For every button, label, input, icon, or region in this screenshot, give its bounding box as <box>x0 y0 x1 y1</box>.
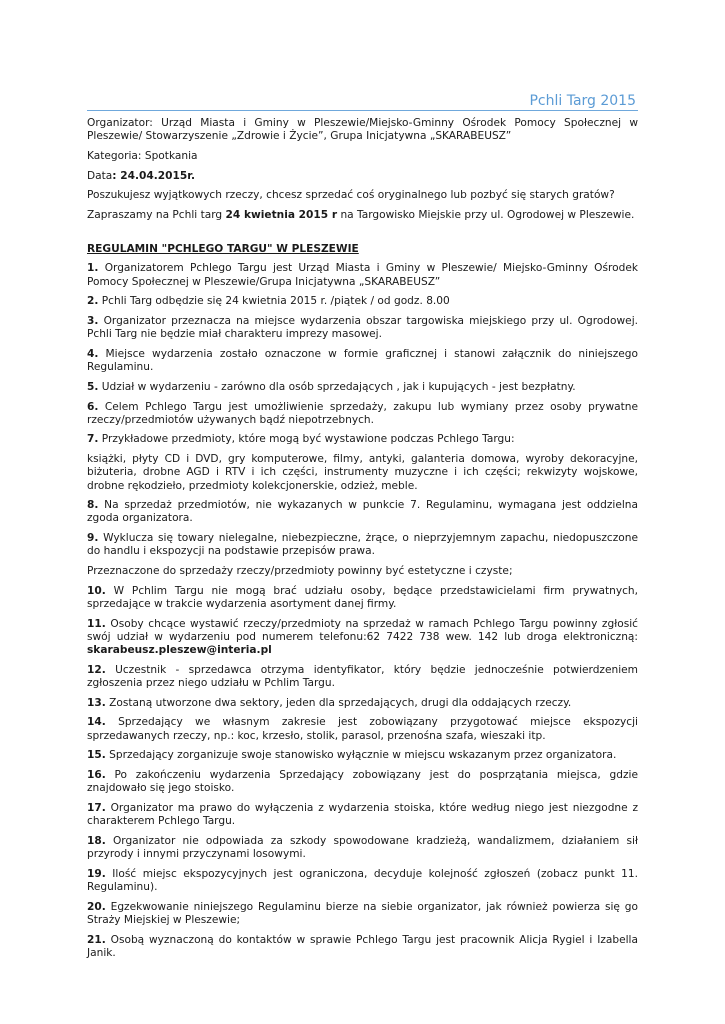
rule-text: Zostaną utworzone dwa sektory, jeden dla sprzedających, drugi dla oddających rzeczy. <box>105 696 572 709</box>
rule-16 <box>87 769 638 795</box>
organizer-line: Organizator: Urząd Miasta i Gminy w Pleszewie/Miejsko-Gminny Ośrodek Pomocy Społecznej w Pleszewie/ Stowarzyszenie „Zdrowie i Życie”, Grupa Inicjatywna „SKARABEUSZ” <box>87 117 638 143</box>
category-line: Kategoria: Spotkania <box>87 149 198 162</box>
rule-number: 21. <box>87 933 106 946</box>
rule-text: Osoby chcące wystawić rzeczy/przedmioty na sprzedaż w ramach Pchlego Targu powinny zgłosić swój udział w wydarzeniu pod numerem telefonu:62 7422 738 wew. 142 lub droga elektroniczną: <box>87 617 638 643</box>
rule-text: Miejsce wydarzenia zostało oznaczone w formie graficznej i stanowi załącznik do niniejszego Regulaminu. <box>87 347 638 374</box>
rule-number: 8. <box>87 499 99 512</box>
rule-text: Sprzedający we własnym zakresie jest zobowiązany przygotować miejsce ekspozycji sprzedawanych rzeczy, np.: koc, krzesło, stolik, parasol, przenośna szafa, wieszaki itp. <box>87 716 638 742</box>
rule-text: Sprzedający zorganizuje swoje stanowisko wyłącznie w miejscu wskazanym przez organizatora. <box>105 749 617 762</box>
date-line <box>87 170 638 183</box>
rule-7 <box>87 433 638 446</box>
rule-10 <box>87 585 638 611</box>
rule-text: Organizator nie odpowiada za szkody spowodowane kradzieżą, wandalizmem, działaniem sił przyrody i innymi przyczynami losowymi. <box>87 834 638 861</box>
rule-number: 15. <box>87 749 106 762</box>
rule-number: 4. <box>87 347 99 360</box>
rule-6 <box>87 401 638 427</box>
date-value: : 24.04.2015r. <box>112 169 195 182</box>
rule-9-note: Przeznaczone do sprzedaży rzeczy/przedmioty powinny być estetyczne i czyste; <box>87 565 513 578</box>
rule-20 <box>87 901 638 927</box>
rule-number: 18. <box>87 834 106 847</box>
rule-4 <box>87 348 638 374</box>
rule-text: Po zakończeniu wydarzenia Sprzedający zobowiązany jest do posprzątania miejsca, gdzie znajdowało się jego stoisko. <box>87 769 638 795</box>
rule-text: Udział w wydarzeniu - zarówno dla osób sprzedających , jak i kupujących - jest bezpłatny. <box>98 380 576 393</box>
rule-text: Egzekwowanie niniejszego Regulaminu bierze na siebie organizator, jak również powierza się go Straży Miejskiej w Pleszewie; <box>87 900 638 926</box>
date-label: Data <box>87 169 113 182</box>
header-title: Pchli Targ 2015 <box>529 93 636 109</box>
rule-number: 10. <box>87 584 106 597</box>
rule-number: 5. <box>87 380 99 393</box>
rule-text: Wyklucza się towary nielegalne, niebezpieczne, żrące, o nieprzyjemnym zapachu, niedopuszczone do handlu i ekspozycji na podstawie przepisów prawa. <box>87 532 638 558</box>
rule-number: 9. <box>87 532 99 545</box>
rule-text: Celem Pchlego Targu jest umożliwienie sprzedaży, zakupu lub wymiany przez osoby prywatne rzeczy/przedmiotów używanych bądź niepotrzebnych. <box>87 400 638 426</box>
rule-13 <box>87 697 638 710</box>
rule-number: 3. <box>87 315 99 328</box>
rule-text: Osobą wyznaczoną do kontaktów w sprawie Pchlego Targu jest pracownik Alicja Rygiel i Izabella Janik. <box>87 933 638 959</box>
rule-text: W Pchlim Targu nie mogą brać udziału osoby, będące przedstawicielami firm prywatnych, sprzedające w trakcie wydarzenia asortyment danej firmy. <box>87 584 638 610</box>
rule-text: Uczestnik - sprzedawca otrzyma identyfikator, który będzie jednocześnie potwierdzeniem zgłoszenia przez niego udziału w Pchlim Targu. <box>87 663 638 689</box>
rule-text: Organizatorem Pchlego Targu jest Urząd Miasta i Gminy w Pleszewie/ Miejsko-Gminny Ośrodek Pomocy Społecznej w Pleszewie/Grupa Inicjatywna „SKARABEUSZ” <box>87 262 638 288</box>
rule-text: Na sprzedaż przedmiotów, nie wykazanych w punkcie 7. Regulaminu, wymagana jest oddzielna zgoda organizatora. <box>87 499 638 525</box>
rule-8 <box>87 499 638 525</box>
rule-15 <box>87 749 638 762</box>
contact-email[interactable]: skarabeusz.pleszew@interia.pl <box>87 644 272 657</box>
header-rule <box>87 110 638 111</box>
rule-number: 20. <box>87 900 106 913</box>
rule-number: 14. <box>87 716 106 729</box>
rule-5 <box>87 381 638 394</box>
rule-text: Organizator ma prawo do wyłączenia z wydarzenia stoiska, które według niego jest niezgodne z charakterem Pchlego Targu. <box>87 801 638 828</box>
invite-text-c: na Targowisko Miejskie przy ul. Ogrodowej w Pleszewie. <box>337 209 635 222</box>
rule-21 <box>87 934 638 960</box>
rule-number: 6. <box>87 400 99 413</box>
rule-number: 7. <box>87 433 99 446</box>
rule-text: Przykładowe przedmioty, które mogą być wystawione podczas Pchlego Targu: <box>98 433 515 446</box>
rule-number: 19. <box>87 867 106 880</box>
invite-date: 24 kwietnia 2015 r <box>225 209 338 222</box>
rule-1 <box>87 262 638 288</box>
invite-text-a: Zapraszamy na Pchli targ <box>87 209 226 222</box>
rule-number: 2. <box>87 295 99 308</box>
invite-line <box>87 209 638 222</box>
rule-17 <box>87 802 638 828</box>
rule-2 <box>87 295 638 308</box>
document-page <box>87 0 638 959</box>
document-body <box>87 117 638 966</box>
rule-19 <box>87 868 638 894</box>
rule-7-list: książki, płyty CD i DVD, gry komputerowe, filmy, antyki, galanteria domowa, wyroby dekoracyjne, biżuteria, drobne AGD i RTV i ich części, instrumenty muzyczne i ich części; rekwizyty wojskowe, drobne rękodzieło, przedmioty kolekcjonerskie, odzież, meble. <box>87 453 638 492</box>
rule-12 <box>87 664 638 690</box>
question-line: Poszukujesz wyjątkowych rzeczy, chcesz sprzedać coś oryginalnego lub pozbyć się starych gratów? <box>87 189 615 202</box>
rule-text: Ilość miejsc ekspozycyjnych jest ograniczona, decyduje kolejność zgłoszeń (zobacz punkt 11. Regulaminu). <box>87 867 638 893</box>
page-header <box>87 0 638 110</box>
rule-number: 11. <box>87 617 106 630</box>
rules-title: REGULAMIN "PCHLEGO TARGU" W PLESZEWIE <box>87 243 359 256</box>
rule-18 <box>87 835 638 861</box>
rule-text: Pchli Targ odbędzie się 24 kwietnia 2015 r. /piątek / od godz. 8.00 <box>98 295 450 308</box>
rule-text: Organizator przeznacza na miejsce wydarzenia obszar targowiska miejskiego przy ul. Ogrodowej. Pchli Targ nie będzie miał charakteru imprezy masowej. <box>87 315 638 341</box>
rule-14 <box>87 716 638 742</box>
rule-number: 16. <box>87 769 106 782</box>
rule-3 <box>87 315 638 341</box>
rule-9 <box>87 532 638 558</box>
rule-number: 17. <box>87 801 106 814</box>
rule-number: 12. <box>87 663 106 676</box>
rule-11 <box>87 618 638 658</box>
rule-number: 1. <box>87 262 99 275</box>
rule-number: 13. <box>87 696 106 709</box>
